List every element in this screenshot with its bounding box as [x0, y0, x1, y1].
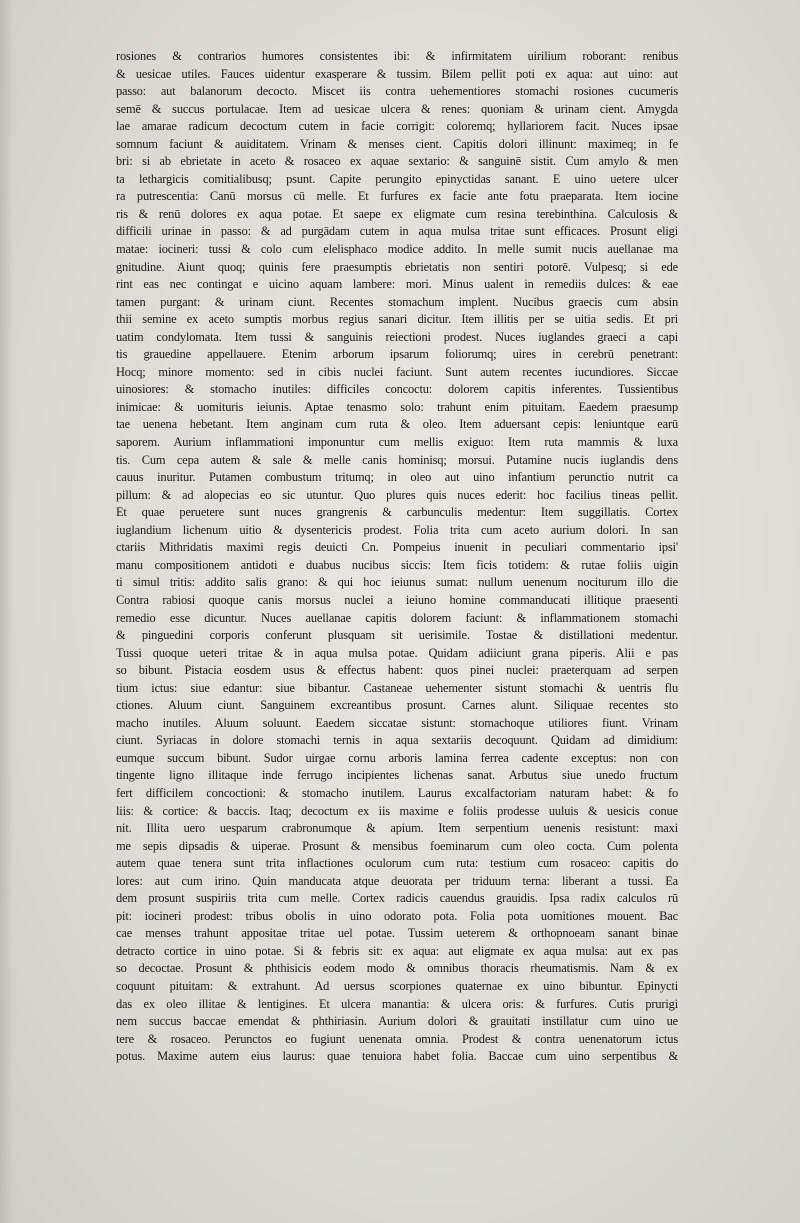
text-line: & uesicae utiles. Fauces uidentur exasperare & tussim. Bilem pellit poti ex aqua: aut uino: aut	[116, 66, 678, 81]
text-line: detracto cortice in uino potae. Si & febris sit: ex aqua: aut eligmate ex aqua mulsa: aut ex pas	[116, 943, 678, 958]
text-line: matae: iocineri: tussi & colo cum elelisphaco modice addito. In melle sumit nucis auellanae ma	[116, 242, 678, 257]
text-line: ctariis Mithridatis maximi regis deuicti Cn. Pompeius inuenit in peculiari commentario ipsi'	[116, 540, 678, 555]
text-line: Contra rabiosi quoque canis morsus nuclei a ieiuno homine commanducati illitique praesenti	[116, 592, 678, 607]
text-line: pillum: & ad alopecias eo sic utuntur. Quo plures quis nuces ederit: hoc facilius tineas pellit.	[116, 487, 678, 502]
text-line: tae uenena hebetant. Item anginam cum ruta & oleo. Item aduersant cepis: leniuntque earū	[116, 417, 678, 432]
text-line: so bibunt. Pistacia eosdem usus & effectus habent: quos pinei nuclei: praeterquam ad serpen	[116, 663, 678, 678]
text-line: coquunt pituitam: & extrahunt. Ad uersus scorpiones quaternae ex uino bibuntur. Epinycti	[116, 978, 678, 993]
text-line: gnitudine. Aiunt quoq; quinis fere praesumptis ebrietatis non sentiri potorē. Vulpesq; si ede	[116, 259, 678, 274]
text-line: inimicae: & uomituris ieiunis. Aptae tenasmo solo: trahunt enim pituitam. Eaedem praesump	[116, 399, 678, 414]
text-line: tis grauedine appellauere. Etenim arborum ipsarum foliorumq; uires in cerebrū penetrant:	[116, 347, 678, 362]
page-text-block	[116, 48, 678, 1066]
text-line: ctiones. Aluum ciunt. Sanguinem excreantibus prosunt. Carnes alunt. Siliquae recentes sto	[116, 698, 678, 713]
text-line: Tussi quoque ueteri tritae & in aqua mulsa potae. Quidam adiiciunt grana piperis. Alii e pas	[116, 645, 678, 660]
text-line: lae amarae radicum decoctum cutem in facie corrigit: coloremq; hyllariorem facit. Nuces ipsae	[116, 119, 678, 134]
text-line: so decoctae. Prosunt & phthisicis eodem modo & omnibus thoracis rheumatismis. Nam & ex	[116, 961, 678, 976]
text-line: Et quae peruetere sunt nuces grangrenis & carbunculis medentur: Item suggillatis. Cortex	[116, 505, 678, 520]
text-line: cae menses trahunt appositae tritae uel potae. Tussim ueterem & orthopnoeam sanant binae	[116, 926, 678, 941]
text-line: semē & succus portulacae. Item ad uesicae ulcera & renes: quoniam & urinam cient. Amygda	[116, 101, 678, 116]
text-line: remedio esse dicuntur. Nuces auellanae capitis dolorem faciunt: & inflammationem stomachi	[116, 610, 678, 625]
text-line: uinosiores: & stomacho inutiles: difficiles concoctu: dolorem capitis inferentes. Tussientibus	[116, 382, 678, 397]
text-line: & pinguedini corporis conferunt plusquam sit uerisimile. Tostae & distillationi medentur.	[116, 628, 678, 643]
text-line: tere & rosaceo. Perunctos eo fugiunt uenenata omnia. Prodest & contra uenenatorum ictus	[116, 1031, 678, 1046]
text-line: ciunt. Syriacas in dolore stomachi ternis in aqua sextariis decoquunt. Quidam ad dimidium:	[116, 733, 678, 748]
text-line: potus. Maxime autem eius laurus: quae tenuiora habet folia. Baccae cum uino serpentibus &	[116, 1049, 678, 1064]
text-line: macho inutiles. Aluum soluunt. Eaedem siccatae sistunt: stomachoque utiliores fiunt. Vrinam	[116, 715, 678, 730]
text-line: manu compositionem antidoti e duabus nucibus siccis: Item ficis totidem: & rutae foliis uigin	[116, 557, 678, 572]
text-line: difficili urinae in passo: & ad purgādam cutem in aqua mulsa tritae sunt efficaces. Prosunt eligi	[116, 224, 678, 239]
text-line: nit. Illita uero uesparum crabronumque & apium. Item serpentium uenenis resistunt: maxi	[116, 821, 678, 836]
text-line: tis. Cum cepa autem & sale & melle canis hominisq; morsui. Putamine nucis iuglandis dens	[116, 452, 678, 467]
text-line: thii semine ex aceto sumptis morbus regius sanari dicitur. Item illitis per se uitia sedis. Et pri	[116, 312, 678, 327]
text-line: saporem. Aurium inflammationi imponuntur cum mellis exiguo: Item ruta mammis & luxa	[116, 435, 678, 450]
text-line: dem prosunt suspiriis trita cum melle. Cortex radicis cauendus grauidis. Ipsa radix calculos rū	[116, 891, 678, 906]
text-line: passo: aut balanorum decocto. Miscet iis contra uehementiores stomachi rosiones cucumeris	[116, 84, 678, 99]
text-line: iuglandium lichenum uitio & dysentericis prodest. Folia trita cum aceto aurium dolori. In san	[116, 522, 678, 537]
text-line: liis: & cortice: & baccis. Itaq; decoctum ex iis maxime e foliis prodesse uuluis & uesicis conue	[116, 803, 678, 818]
text-line: fert difficilem concoctioni: & stomacho inutilem. Laurus excalfactoriam naturam habet: & fo	[116, 785, 678, 800]
text-line: cauus inuritur. Putamen combustum tritumq; in oleo aut uino infantium perunctio nutrit ca	[116, 470, 678, 485]
text-line: rosiones & contrarios humores consistentes ibi: & infirmitatem uirilium roborant: renibus	[116, 49, 678, 63]
text-line: somnum faciunt & auiditatem. Vrinam & menses cient. Capitis dolori illinunt: maximeq; in fe	[116, 136, 678, 151]
text-line: lores: aut cum irino. Quin manducata atque deuorata per triduum terna: liberant a tussi. Ea	[116, 873, 678, 888]
text-line: rint eas nec contingat e uicino aquam lambere: mori. Minus ualent in remediis dulces: & eae	[116, 277, 678, 292]
text-line: ta lethargicis comitialibusq; psunt. Capite perungito epinyctidas sanant. E uino uetere ulcer	[116, 171, 678, 186]
text-line: Hocq; minore momento: sed in cibis nuclei faciunt. Sunt autem recentes iucundiores. Siccae	[116, 364, 678, 379]
text-line: nem succus baccae emendat & phthiriasin. Aurium dolori & grauitati instillatur cum uino ue	[116, 1014, 678, 1029]
text-line: uatim condylomata. Item tussi & sanguinis reiectioni prodest. Nuces iuglandes graeci a capi	[116, 329, 678, 344]
text-line: pit: iocineri prodest: tribus obolis in uino odorato pota. Folia pota uomitiones mouent. Bac	[116, 908, 678, 923]
text-line: me sepis dipsadis & uiperae. Prosunt & mensibus foeminarum cum oleo cocta. Cum polenta	[116, 838, 678, 853]
text-line: ra putrescentia: Canū morsus cū melle. Et furfures ex facie ante fotu praeparata. Item iocine	[116, 189, 678, 204]
text-line: autem quae tenera sunt trita inflactiones oculorum cum ruta: testium cum rosaceo: capitis do	[116, 856, 678, 871]
text-line: tium ictus: siue edantur: siue bibantur. Castaneae uehementer sistunt stomachi & uentris flu	[116, 680, 678, 695]
text-line: ti simul tritis: addito salis grano: & qui hoc ieiunus sumat: nullum uenenum nociturum illo die	[116, 575, 678, 590]
text-line: eumque succum bibunt. Sudor uirgae cornu arboris lamina ferrea cadente exceptus: non con	[116, 750, 678, 765]
text-line: das ex oleo illitae & lentigines. Et ulcera manantia: & ulcera oris: & furfures. Cutis prurigi	[116, 996, 678, 1011]
text-line: ris & renū dolores ex aqua potae. Et saepe ex eligmate cum resina terebinthina. Calculosis &	[116, 206, 678, 221]
text-line: tingente ligno illitaque inde ferrugo incipientes lichenas sanat. Arbutus siue unedo fructum	[116, 768, 678, 783]
text-line: tamen purgant: & urinam ciunt. Recentes stomachum implent. Nucibus graecis cum absin	[116, 294, 678, 309]
text-line: bri: si ab ebrietate in aceto & rosaceo ex aquae sextario: & sanguinē sistit. Cum amylo & men	[116, 154, 678, 169]
